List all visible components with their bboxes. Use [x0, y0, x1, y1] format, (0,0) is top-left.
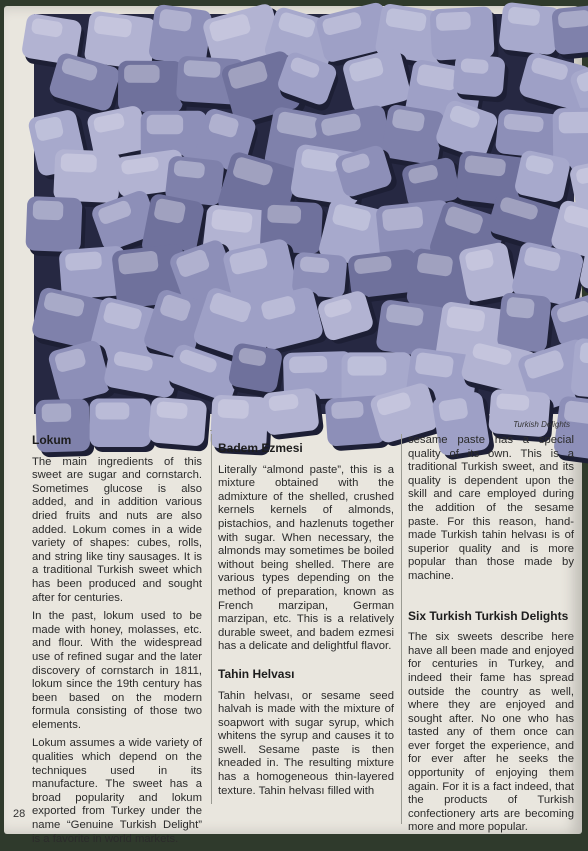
paragraph: In the past, lokum used to be made with honey, molasses, etc. and flour. With the widespread use of refined sugar and the later discovery of cornstarch in 1811, lokum since the 19th century has been based on the modern formula consisting of those two elements.	[32, 610, 202, 731]
heading-badem-ezmesi: Badem Ezmesi	[218, 441, 303, 455]
sugar-dusted-lokum-image	[34, 14, 574, 414]
photo-caption: Turkish Delights	[513, 420, 570, 429]
heading-six-turkish-delights: Six Turkish Turkish Delights	[408, 608, 569, 623]
paragraph: The main ingredients of this sweet are sugar and cornstarch. Sometimes glucose is also added, and in addition various dried fruits and nuts are also added. Lokum comes in a wide variety of shapes: cubes, rolls, and string like tiny sausages. It is a traditional Turkish sweet which has been produced and sought after for centuries.	[32, 455, 202, 604]
page-number: 28	[13, 808, 26, 820]
column-lokum	[32, 434, 202, 851]
column-six-delights	[408, 434, 574, 840]
column-rule-top	[210, 430, 212, 431]
paragraph: Literally “almond paste”, this is a mixture obtained with the admixture of the shelled, crushed kernels kernels of almonds, pistachios, and hazlenuts together with sugar. When necessary, the almonds may sometimes be boiled without being shelled. There are various types depending on the method of preparation, known as French marzipan, German marzipan, etc. This is a relatively durable sweet, and badem ezmesi has a delicate and delightful flavor.	[218, 463, 394, 653]
paragraph: Tahin helvası, or sesame seed halvah is made with the mixture of soapwort with sugar syrup, which whitens the syrup and causes it to swell. Sesame paste is then kneaded in. The resulting mixture has a homogeneous thin-layered texture. Tahin helvası filled with	[218, 689, 394, 797]
column-divider-1	[211, 434, 212, 804]
column-divider-2	[401, 434, 402, 824]
turkish-delight-photo	[34, 14, 574, 414]
paragraph: sesame paste has a special quality of its own. This is a traditional Turkish sweet, and its quality is dependent upon the skill and care employed during the addition of the sesame paste. For this reason, hand-made Turkish tahin helvası is of superior quality and is more popular than those made by machine.	[408, 434, 574, 582]
column-badem-tahin	[218, 442, 394, 803]
book-page	[4, 6, 582, 845]
heading-tahin-helvasi: Tahin Helvası	[218, 666, 295, 681]
paragraph: Lokum assumes a wide variety of qualities which depend on the techniques used in its manufacture. The sweet has a broad popularity and lokum exported from Turkey under the name “Genuine Turkish Delight” is a favorite in world markets.	[32, 737, 202, 845]
heading-lokum: Lokum	[32, 433, 72, 447]
paragraph: The six sweets describe here have all been made and enjoyed for centuries in Turkey, and indeed their fame has spread outside the country as well, where they are enjoyed and sought after. No one who has tasted any of them once can ever forget the experience, and for ever after he seeks the opportunity of enjoying them again. For it is a fact indeed, that the products of Turkish confectionery arts are becoming more and more popular.	[408, 631, 574, 834]
